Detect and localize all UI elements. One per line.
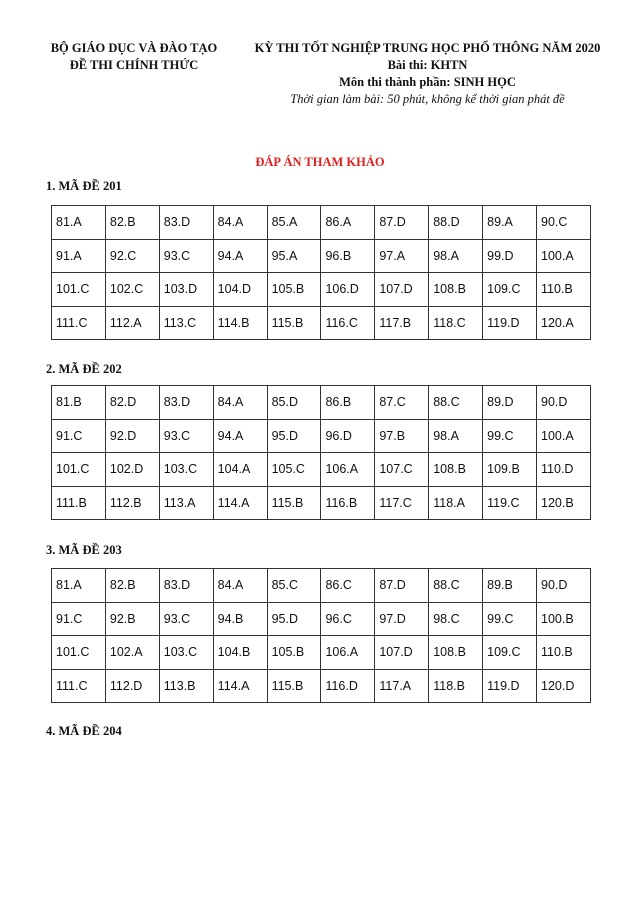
table-row	[52, 602, 591, 636]
answer-cell: 110.D	[537, 453, 591, 487]
issuer-block	[20, 40, 248, 74]
answer-cell: 90.D	[537, 386, 591, 420]
answer-cell: 109.C	[483, 273, 537, 307]
answer-cell: 113.A	[159, 486, 213, 520]
answer-cell: 89.B	[483, 569, 537, 603]
answer-cell: 112.D	[105, 669, 159, 703]
answer-cell: 83.D	[159, 206, 213, 240]
answer-cell: 96.B	[321, 239, 375, 273]
answer-cell: 87.D	[375, 569, 429, 603]
answer-cell: 106.D	[321, 273, 375, 307]
table-row	[52, 569, 591, 603]
table-row	[52, 386, 591, 420]
answer-cell: 103.C	[159, 453, 213, 487]
answer-cell: 102.A	[105, 636, 159, 670]
answer-cell: 111.C	[52, 306, 106, 340]
table-row	[52, 419, 591, 453]
answer-cell: 109.B	[483, 453, 537, 487]
answer-cell: 88.C	[429, 569, 483, 603]
answer-cell: 113.C	[159, 306, 213, 340]
answer-cell: 101.C	[52, 636, 106, 670]
answer-cell: 119.C	[483, 486, 537, 520]
answer-cell: 118.B	[429, 669, 483, 703]
exam-name: KỲ THI TỐT NGHIỆP TRUNG HỌC PHỔ THÔNG NĂM 2020	[254, 41, 601, 55]
answer-cell: 118.C	[429, 306, 483, 340]
answer-cell: 96.C	[321, 602, 375, 636]
answer-cell: 82.D	[105, 386, 159, 420]
exam-info-block	[250, 40, 605, 108]
answer-cell: 107.D	[375, 273, 429, 307]
section-label: 2. MÃ ĐỀ 202	[46, 362, 122, 376]
answer-cell: 91.C	[52, 602, 106, 636]
answer-cell: 119.D	[483, 669, 537, 703]
exam-duration: Thời gian làm bài: 50 phút, không kể thời gian phát đề	[290, 92, 565, 106]
answer-cell: 84.A	[213, 386, 267, 420]
answer-cell: 95.A	[267, 239, 321, 273]
answer-cell: 100.A	[537, 239, 591, 273]
answer-cell: 91.A	[52, 239, 106, 273]
answer-cell: 106.A	[321, 453, 375, 487]
table-row	[52, 669, 591, 703]
answer-cell: 90.C	[537, 206, 591, 240]
answer-cell: 93.C	[159, 239, 213, 273]
answer-cell: 111.C	[52, 669, 106, 703]
answer-cell: 89.D	[483, 386, 537, 420]
answer-cell: 82.B	[105, 206, 159, 240]
page-title: ĐÁP ÁN THAM KHẢO	[255, 155, 385, 169]
official-exam-label: ĐỀ THI CHÍNH THỨC	[69, 58, 199, 72]
answer-cell: 84.A	[213, 569, 267, 603]
answer-cell: 86.C	[321, 569, 375, 603]
answer-cell: 104.B	[213, 636, 267, 670]
answer-cell: 83.D	[159, 386, 213, 420]
answer-cell: 97.B	[375, 419, 429, 453]
answer-cell: 116.C	[321, 306, 375, 340]
answer-cell: 85.A	[267, 206, 321, 240]
answer-cell: 85.D	[267, 386, 321, 420]
answer-cell: 117.C	[375, 486, 429, 520]
table-row	[52, 206, 591, 240]
answer-cell: 91.C	[52, 419, 106, 453]
answer-cell: 92.D	[105, 419, 159, 453]
answer-cell: 81.B	[52, 386, 106, 420]
answer-cell: 105.B	[267, 636, 321, 670]
answer-cell: 94.B	[213, 602, 267, 636]
answer-cell: 108.B	[429, 273, 483, 307]
table-row	[52, 239, 591, 273]
answer-cell: 87.D	[375, 206, 429, 240]
answer-cell: 85.C	[267, 569, 321, 603]
section-label: 1. MÃ ĐỀ 201	[46, 179, 122, 193]
answer-cell: 120.A	[537, 306, 591, 340]
answer-cell: 99.C	[483, 602, 537, 636]
answer-cell: 114.A	[213, 486, 267, 520]
section-label: 4. MÃ ĐỀ 204	[46, 724, 122, 738]
answer-cell: 102.D	[105, 453, 159, 487]
answer-cell: 120.B	[537, 486, 591, 520]
answer-cell: 103.D	[159, 273, 213, 307]
section-label: 3. MÃ ĐỀ 203	[46, 543, 122, 557]
table-row	[52, 306, 591, 340]
answer-cell: 103.C	[159, 636, 213, 670]
answer-cell: 116.D	[321, 669, 375, 703]
answer-cell: 98.C	[429, 602, 483, 636]
answer-cell: 92.C	[105, 239, 159, 273]
answer-cell: 112.A	[105, 306, 159, 340]
answer-cell: 101.C	[52, 273, 106, 307]
answer-cell: 100.A	[537, 419, 591, 453]
answer-cell: 117.A	[375, 669, 429, 703]
answer-cell: 93.C	[159, 602, 213, 636]
answer-cell: 95.D	[267, 602, 321, 636]
answer-cell: 81.A	[52, 206, 106, 240]
answer-cell: 110.B	[537, 273, 591, 307]
answer-cell: 94.A	[213, 239, 267, 273]
answer-cell: 92.B	[105, 602, 159, 636]
answer-cell: 88.D	[429, 206, 483, 240]
answer-cell: 87.C	[375, 386, 429, 420]
answer-cell: 83.D	[159, 569, 213, 603]
exam-test: Bài thi: KHTN	[387, 58, 468, 72]
answer-cell: 107.C	[375, 453, 429, 487]
answer-table	[51, 568, 591, 703]
answer-cell: 110.B	[537, 636, 591, 670]
answer-cell: 97.A	[375, 239, 429, 273]
answer-cell: 117.B	[375, 306, 429, 340]
table-row	[52, 273, 591, 307]
answer-cell: 97.D	[375, 602, 429, 636]
answer-cell: 86.A	[321, 206, 375, 240]
answer-cell: 120.D	[537, 669, 591, 703]
answer-cell: 115.B	[267, 669, 321, 703]
table-row	[52, 453, 591, 487]
answer-cell: 95.D	[267, 419, 321, 453]
answer-cell: 84.A	[213, 206, 267, 240]
answer-cell: 99.D	[483, 239, 537, 273]
answer-cell: 86.B	[321, 386, 375, 420]
answer-cell: 108.B	[429, 636, 483, 670]
answer-cell: 115.B	[267, 306, 321, 340]
answer-cell: 94.A	[213, 419, 267, 453]
answer-cell: 114.B	[213, 306, 267, 340]
answer-cell: 89.A	[483, 206, 537, 240]
answer-cell: 102.C	[105, 273, 159, 307]
answer-table	[51, 205, 591, 340]
table-row	[52, 486, 591, 520]
answer-cell: 116.B	[321, 486, 375, 520]
answer-cell: 105.C	[267, 453, 321, 487]
answer-cell: 101.C	[52, 453, 106, 487]
answer-cell: 112.B	[105, 486, 159, 520]
answer-cell: 105.B	[267, 273, 321, 307]
answer-cell: 118.A	[429, 486, 483, 520]
answer-cell: 99.C	[483, 419, 537, 453]
answer-cell: 113.B	[159, 669, 213, 703]
answer-cell: 115.B	[267, 486, 321, 520]
answer-cell: 81.A	[52, 569, 106, 603]
answer-cell: 96.D	[321, 419, 375, 453]
answer-cell: 98.A	[429, 239, 483, 273]
answer-cell: 108.B	[429, 453, 483, 487]
answer-cell: 82.B	[105, 569, 159, 603]
answer-cell: 90.D	[537, 569, 591, 603]
answer-cell: 107.D	[375, 636, 429, 670]
ministry-name: BỘ GIÁO DỤC VÀ ĐÀO TẠO	[50, 41, 218, 55]
answer-cell: 114.A	[213, 669, 267, 703]
answer-cell: 93.C	[159, 419, 213, 453]
exam-subject: Môn thi thành phần: SINH HỌC	[339, 75, 516, 89]
answer-cell: 106.A	[321, 636, 375, 670]
answer-cell: 100.B	[537, 602, 591, 636]
table-row	[52, 636, 591, 670]
answer-cell: 104.A	[213, 453, 267, 487]
answer-cell: 119.D	[483, 306, 537, 340]
answer-cell: 98.A	[429, 419, 483, 453]
answer-cell: 104.D	[213, 273, 267, 307]
answer-cell: 88.C	[429, 386, 483, 420]
answer-table	[51, 385, 591, 520]
answer-cell: 109.C	[483, 636, 537, 670]
answer-cell: 111.B	[52, 486, 106, 520]
